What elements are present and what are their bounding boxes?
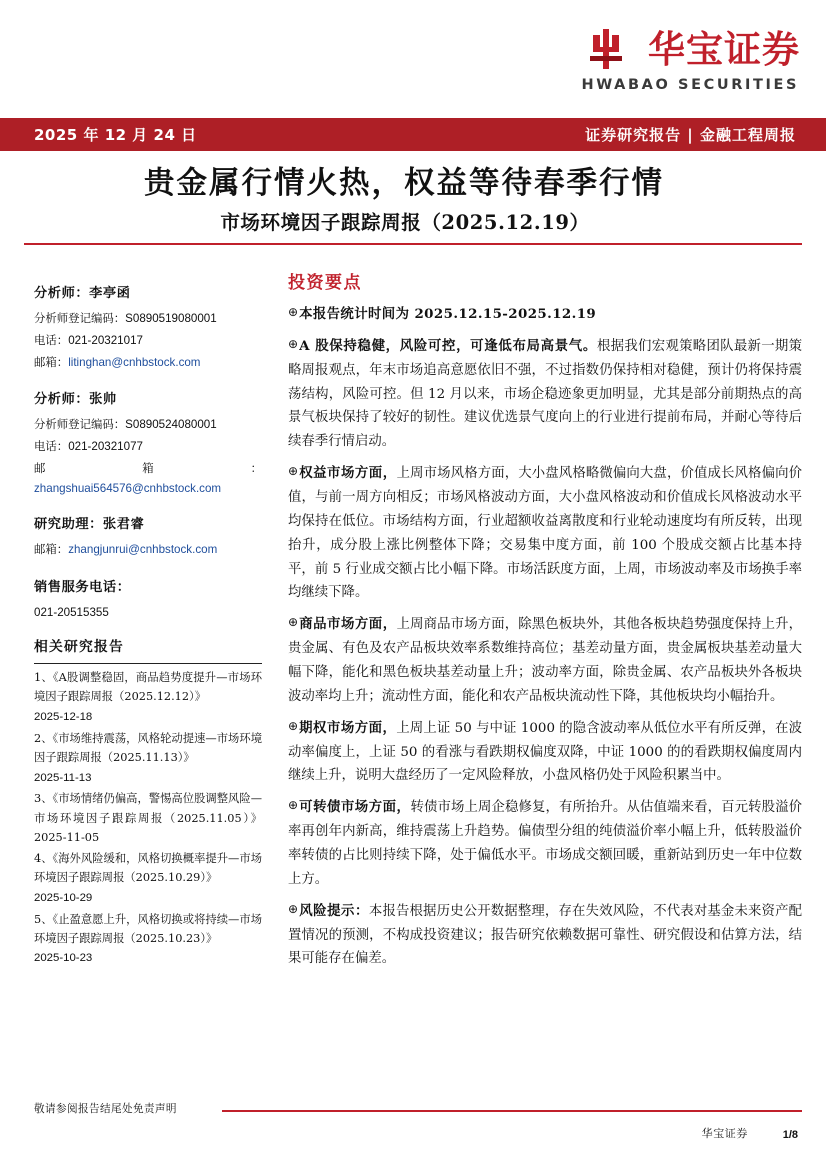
page-number: 1/8: [782, 1129, 798, 1141]
analyst-phone-value: 021-20321017: [68, 333, 143, 347]
footer-brand: 华宝证券: [701, 1127, 748, 1140]
highlight-body: 转债市场上周企稳修复，有所抬升。从估值端来看，百元转股溢价率再创年内新高，维持震荡上升趋势。偏债型分组的纯债溢价率小幅上升，低转股溢价率转债的占比则持续下降，处于偏低水平。市场成交额回暖，重新站到历史一年中位数上方。: [288, 800, 803, 887]
related-reports-divider: [34, 663, 262, 664]
list-item[interactable]: 1、《A股调整稳固，商品趋势度提升—市场环境因子跟踪周报（2025.12.12）》: [34, 670, 262, 704]
list-item-date: 2025-12-18: [34, 710, 93, 723]
logo-row: [590, 26, 800, 72]
bullet-icon: ⊕: [288, 305, 299, 319]
analyst-email-line: [34, 352, 262, 374]
assistant-name: 研究助理：张君睿: [34, 517, 145, 533]
page-title: 贵金属行情火热，权益等待春季行情: [144, 165, 664, 201]
analyst-block-2: [34, 388, 262, 498]
bullet-icon: ⊕: [288, 464, 299, 479]
analyst-license-label: 分析师登记编码：: [34, 417, 126, 432]
assistant-email-label: 邮箱：: [34, 542, 69, 557]
risk-disclaimer-paragraph: [288, 899, 802, 972]
footer-disclaimer-note: 敬请参阅报告结尾处免责声明: [34, 1103, 177, 1115]
sales-phone: [34, 602, 262, 624]
assistant-email-link[interactable]: zhangjunrui@cnhbstock.com: [68, 543, 218, 557]
highlight-paragraph: [288, 302, 802, 327]
hwabao-hua-mark-icon: [590, 26, 636, 72]
analyst-license-value: S0890524080001: [125, 418, 217, 432]
related-reports-block: [34, 635, 262, 970]
analyst-email-label: 邮箱：: [34, 354, 69, 369]
analyst-email-link[interactable]: litinghan@cnhbstock.com: [68, 355, 201, 369]
spacer: [34, 624, 262, 635]
list-item[interactable]: 3、《市场情绪仍偏高，警惕高位股调整风险—市场环境因子跟踪周报（2025.11.05）》 2025-11-05: [34, 792, 262, 845]
analyst-email-label-part-1: 邮: [34, 460, 46, 475]
analyst-license-label: 分析师登记编码：: [34, 311, 126, 326]
list-item-date: 2025-10-23: [34, 952, 93, 965]
bullet-icon: ⊕: [288, 336, 299, 351]
analyst-name: 分析师：张帅: [34, 392, 117, 408]
highlight-body: 上周上证 50 与中证 1000 的隐含波动率从低位水平有所反弹，在波动率偏度上，上证 50 的看涨与看跌期权偏度双降，中证 1000 的的看跌期权偏度周内继续上升，说明大盘经历了一定风险释放，小盘风格仍处于风险积累当中。: [288, 720, 802, 784]
highlight-paragraph: [288, 716, 802, 789]
title-divider: [24, 243, 802, 245]
analyst-license-line: [34, 308, 262, 330]
analyst-phone-line: [34, 330, 262, 352]
page-subtitle: 市场环境因子跟踪周报（2025.12.19）: [220, 211, 590, 234]
related-reports-heading: 相关研究报告: [34, 638, 124, 655]
sales-block: [34, 576, 262, 624]
assistant-block: [34, 513, 262, 561]
highlight-body: 上周商品市场方面，除黑色板块外，其他各板块趋势强度保持上升，贵金属、有色及农产品板块效率系数维持高位；基差动量方面，贵金属板块基差动量大幅下降，能化和黑色板块基差动量上升；波动率方面，除贵金属、农产品板块外各板块波动率均上升；流动性方面，能化和农产品板块流动性下降，其他板块均小幅抬升。: [288, 617, 802, 704]
analyst-license-value: S0890519080001: [125, 312, 217, 326]
bullet-icon: ⊕: [288, 798, 299, 813]
risk-disclaimer-lead: 风险提示：: [299, 902, 369, 919]
assistant-email-line: [34, 539, 262, 561]
highlight-lead: 本报告统计时间为 2025.12.15-2025.12.19: [299, 306, 597, 322]
analyst-phone-value: 021-20321077: [68, 440, 143, 454]
highlight-lead: 商品市场方面，: [299, 616, 397, 633]
sidebar: [34, 282, 262, 970]
analyst-email-label-part-2: 箱: [142, 460, 154, 475]
spacer: [34, 498, 262, 513]
analyst-phone-line: [34, 436, 262, 458]
risk-disclaimer-body: 本报告根据历史公开数据整理，存在失效风险，不代表对基金未来资产配置情况的预测，不构成投资建议；报告研究依赖数据可靠性、研究假设和估算方法，结果可能存在偏差。: [288, 903, 802, 967]
highlight-paragraph: [288, 461, 802, 605]
main-content: [288, 268, 802, 978]
spacer: [34, 561, 262, 576]
bullet-icon: ⊕: [288, 901, 299, 916]
analyst-email-label-part-3: ：: [250, 460, 262, 475]
logo-text-cn: 华宝证券: [648, 27, 800, 71]
bullet-icon: ⊕: [288, 615, 299, 630]
analyst-license-line: [34, 414, 262, 436]
analyst-block-1: [34, 282, 262, 373]
analyst-email-link[interactable]: zhangshuai564576@cnhbstock.com: [34, 481, 222, 495]
report-meta-banner: [0, 118, 826, 151]
list-item[interactable]: 4、《海外风险缓和，风格切换概率提升—市场环境因子跟踪周报（2025.10.29）》: [34, 851, 262, 885]
list-item[interactable]: 5、《止盈意愿上升，风格切换或将持续—市场环境因子跟踪周报（2025.10.23）》: [34, 912, 262, 945]
sales-phone-value: 021-20515355: [34, 606, 109, 620]
company-logo: [581, 26, 800, 93]
sales-heading: 销售服务电话：: [34, 580, 131, 595]
analyst-name: 分析师：李亭函: [34, 286, 131, 301]
highlight-lead: 期权市场方面，: [299, 719, 397, 736]
logo-text-en: HWABAO SECURITIES: [581, 77, 799, 93]
analyst-phone-label: 电话：: [34, 332, 69, 347]
report-date: 2025 年 12 月 24 日: [34, 126, 197, 144]
bullet-icon: ⊕: [288, 718, 299, 733]
list-item-date: 2025-10-29: [34, 891, 93, 904]
highlight-paragraph: [288, 612, 802, 708]
spacer: [34, 373, 262, 388]
highlight-lead: 权益市场方面，: [299, 465, 397, 482]
investment-highlights-heading: 投资要点: [288, 273, 362, 293]
highlight-lead: 可转债市场方面，: [299, 799, 411, 816]
footer-divider: [222, 1110, 802, 1112]
highlight-body: 上周市场风格方面，大小盘风格略微偏向大盘，价值成长风格偏向价值，与前一周方向相反；市场风格波动方面，大小盘风格波动和价值成长风格波动水平均保持在低位。市场结构方面，行业超额收益离散度和行业轮动速度均有所反转，出现抬升，成分股上涨比例整体下降；交易集中度方面，前 100 个股成交额占比基本持平，前 5 行业成交额占比小幅下降。市场活跃度方面，上周，市场波动率及市场换手率均继续下降。: [288, 466, 802, 601]
analyst-email-label-justified: [34, 458, 262, 479]
analyst-phone-label: 电话：: [34, 439, 69, 454]
list-item[interactable]: 2、《市场维持震荡，风格轮动提速—市场环境因子跟踪周报（2025.11.13）》: [34, 731, 262, 765]
list-item-date: 2025-11-13: [34, 771, 92, 784]
highlight-lead: A 股保持稳健，风险可控，可逢低布局高景气。: [299, 337, 597, 354]
highlight-paragraph: [288, 795, 802, 891]
highlight-paragraph: [288, 334, 802, 454]
highlight-body: 根据我们宏观策略团队最新一期策略周报观点，年末市场追高意愿依旧不强，不过指数仍保持相对稳健，预计仍将保持震荡结构，风险可控。但 12 月以来，市场企稳迹象更加明显，尤其是部分前期热点的高景气板块保持了较好的韧性。建议优选景气度向上的行业进行提前布局，并耐心等待后续春季行情启动。: [288, 338, 802, 450]
report-kind: 证券研究报告 | 金融工程周报: [585, 126, 796, 144]
